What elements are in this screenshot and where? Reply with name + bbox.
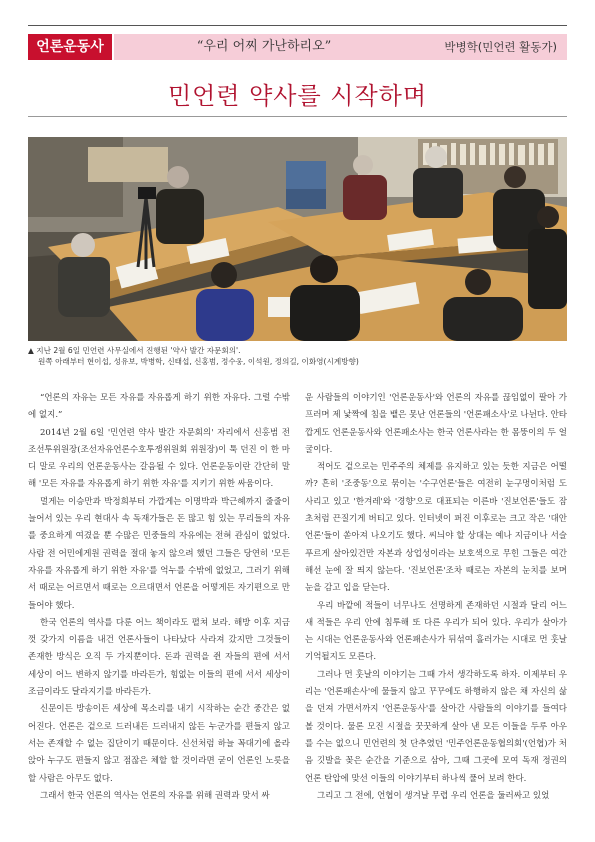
body-paragraph: 그래서 한국 언론의 역사는 언론의 자유를 위해 권력과 맞서 싸 — [40, 790, 270, 801]
body-column-left — [28, 390, 290, 805]
body-paragraph: 멀게는 이승만과 박정희부터 가깝게는 이명박과 박근혜까지 줄줄이 늘어서 있는 우리 현대사 속 독재가들은 돈 많고 힘 있는 무리들의 자유를 중요하게 여겼을 뿐 수많은 민중들의 자유에는 전혀 관심이 없었다. 사람 전 어민에게원 권력을 절대 놓지 않으려 했던 그들은 당연히 '모든 자유를 자유롭게 하기 위한 자유'를 억누를 수밖에 없었고, 그러기 위해서 때로는 어르면서 때로는 으르대면서 언론을 어떻게든 자기편으로 만들어야 했다. — [28, 496, 290, 611]
body-paragraph: 그리고 그 전에, 언협이 생겨날 무렵 우리 언론을 둘러싸고 있었 — [317, 790, 550, 801]
body-paragraph: 2014년 2월 6일 '민언련 약사 발간 자문회의' 자리에서 신홍범 전 조선투위원장(조선자유언론수호투쟁위원회 위원장)이 툭 던진 이 한 마디 말로 우리의 언론운동사는 갈음될 수 있다. 언론운동이란 간단히 말해 '모든 자유를 자유롭게 하기 위한 자유'를 지키기 위한 싸움이다. — [28, 427, 290, 490]
body-paragraph: 적어도 겉으로는 민주주의 체제를 유지하고 있는 듯한 지금은 어떨까? 흔히 '조중동'으로 묶이는 '수구언론'들은 여전히 눈구멍이처럼 도사리고 있고 '한겨레'와 '경향'으로 대표되는 이른바 '진보언론'들도 잠초처럼 끈질기게 버티고 있다. 인터넷이 퍼진 이후로는 크고 작은 '대안언론'들이 쏟아져 나오기도 했다. 씨늬야 할 상대는 예나 지금이나 서슬 푸르게 살아있건만 자본과 상업성이라는 보호색으로 무힌 그들은 여간해선 눈에 잘 띄지 않는다. '진보언론'조차 때로는 자본의 눈치를 보며 눈을 감고 입을 닫는다. — [305, 462, 567, 594]
column-title: “우리 어찌 가난하리오” — [196, 39, 332, 54]
top-rule — [28, 25, 567, 26]
meeting-photo — [28, 137, 567, 341]
body-paragraph: 한국 언론의 역사를 다룬 어느 책이라도 펼쳐 보라. 해방 이후 지금껏 갖가지 이름을 내건 언론사들이 나타났다 사라져 갔지만 그것들이 존재한 방식은 오직 두 가지뿐이다. 돈과 권력을 쥔 자들의 편에 서서 세상이 어느 변하지 않기를 바라든가, 힘없는 이들의 편에 서서 세상이 조금이라도 달라지기를 바라든가. — [28, 617, 290, 698]
meeting-photo-illustration — [28, 137, 567, 341]
body-paragraph: 신문이든 방송이든 세상에 목소리를 내기 시작하는 순간 중간은 없어진다. 언론은 겉으로 드러내든 드러내지 않든 누군가를 편들지 않고서는 존재할 수 없는 집단이기 때문이다. 신선처럼 하늘 꼭대기에 올라앉아 누구도 편들지 않고 점잖은 체할 할 것이라면 굳이 언론인 노릇을 할 사람은 아무도 없다. — [28, 704, 290, 784]
photo-caption — [28, 345, 567, 367]
body-paragraph: 운 사람들의 이야기인 '언론운동사'와 언론의 자유를 끊임없이 팔아 가프러며 제 낯짝에 침을 뱉은 못난 언론들의 '언론패소사'로 나뉜다. 안타깝게도 언론운동사와 언론패소사는 한국 언론사라는 한 몸뚱이의 두 얼굴이다. — [305, 393, 567, 455]
body-column-right — [305, 390, 567, 805]
photo-caption-line-1: ▲ 지난 2월 6일 민언련 사무실에서 진행된 '약사 발간 자문회의'. — [28, 346, 241, 355]
page-header — [28, 34, 567, 62]
section-badge: 언론운동사 — [28, 34, 112, 60]
body-paragraph: 우리 바깥에 적들이 너무나도 선명하게 존재하던 시절과 달리 어느새 적들은 우리 안에 침투해 또 다른 우리가 되어 있다. 우리가 살아가는 시대는 언론운동사와 언론패손사가 뒤섞여 흘러가는 시대로 먼 훗날 기억될지도 모른다. — [305, 600, 567, 663]
body-paragraph: “언론의 자유는 모든 자유를 자유롭게 하기 위한 자유다. 그럴 수밖에 없지.” — [28, 393, 290, 421]
author-byline: 박병학(민언련 활동가) — [444, 40, 557, 54]
header-band — [114, 34, 567, 60]
photo-caption-line-2: 원쪽 아래부터 현이섭, 성유보, 박병학, 신태섭, 신홍범, 정수웅, 이석원, 정의길, 이화영(시계방향) — [38, 357, 359, 366]
headline-divider — [28, 116, 567, 117]
body-paragraph: 그러나 먼 훗날의 이야기는 그때 가서 생각하도록 하자. 이제부터 우리는 '언론패손사'에 물들지 않고 꾸꾸에도 하행하지 않은 채 자신의 삶을 던져 가면서까지 '언론운동사'를 살아간 사람들의 이야기를 들여다 볼 것이다. 물론 모진 시절을 꿋꿋하게 살아 낸 모든 이들을 두루 아우를 수는 없으니 민언련의 첫 단추였던 '민주언론운동협의회'(언협)가 처음 깃발을 꽂은 순간을 기준으로 삼아, 그때 그곳에 모여 독재 정권의 언론 탄압에 맞선 이들의 이야기부터 하나씩 풀어 보려 한다. — [305, 669, 567, 784]
article-headline: 민언련 약사를 시작하며 — [167, 82, 428, 110]
